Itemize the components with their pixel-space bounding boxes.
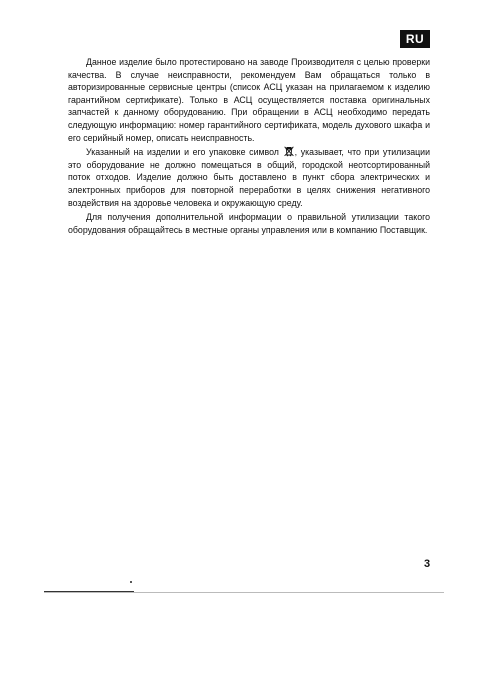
paragraph-additional-info: Для получения дополнительной информации о правильной утилизации такого оборудования обращайтесь в местные органы управления или в компанию Поставщик. [68, 212, 430, 235]
footer-rule [44, 592, 444, 593]
crossed-out-bin-icon [284, 146, 294, 157]
scan-dot [130, 581, 132, 583]
paragraph-disposal-text-before: Указанный на изделии и его упаковке символ [86, 147, 279, 158]
paragraph-service-info: Данное изделие было протестировано на заводе Производителя с целью проверки качества. В случае неисправности, рекомендуем Вам обращаться только в авторизированные сервисные центры (список АСЦ указан на прилагаемом к изделию гарантийном сертификате). Только в АСЦ осуществляется поставка оригинальных запчастей к данному оборудованию. При обращении в АСЦ необходимо передать следующую информацию: номер гарантийного сертификата, модель духового шкафа и его серийный номер, описать неисправность. [68, 57, 430, 143]
paragraph-disposal-text-after: , указывает, что при утилизации это оборудование не должно помещаться в общий, городской неотсортированный поток отходов. Изделие должно быть доставлено в пункт сбора электрических и электронных приборов для повторной переработки в целях снижения негативного воздействия на здоровье человека и окружающую среду. [68, 147, 430, 208]
document-body [68, 56, 430, 238]
paragraph-disposal-symbol [68, 146, 430, 209]
page-number: 3 [424, 558, 431, 570]
language-badge: RU [400, 30, 430, 48]
